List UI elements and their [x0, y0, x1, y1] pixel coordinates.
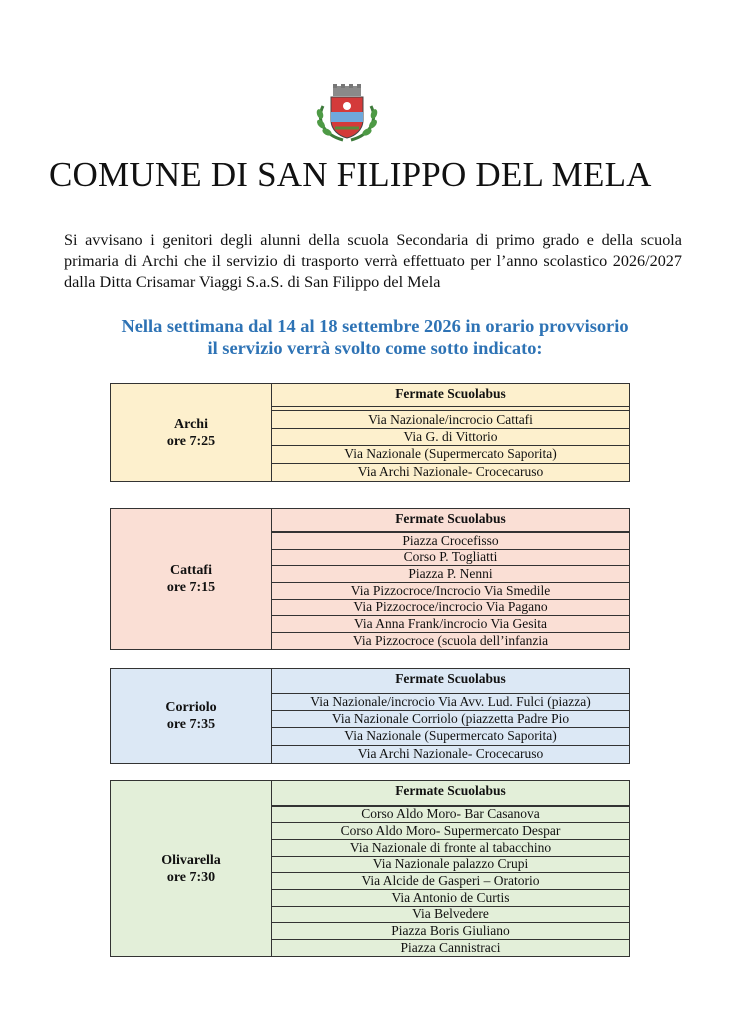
route-place: Olivarella	[161, 852, 221, 868]
route-time: ore 7:35	[166, 717, 216, 732]
route-place: Archi	[174, 416, 208, 432]
stop-row: Via Pizzocroce (scuola dell’infanzia	[352, 633, 549, 648]
stop-row: Via Nazionale/incrocio Via Avv. Lud. Fulci (piazza)	[272, 694, 629, 711]
stop-row: Via Archi Nazionale- Crocecaruso	[357, 464, 544, 480]
notice-line-1: Nella settimana dal 14 al 18 settembre 2026 in orario provvisorio	[121, 316, 629, 336]
stop-row: Via G. di Vittorio	[272, 429, 629, 446]
stop-row: Via Nazionale di fronte al tabacchino	[272, 840, 629, 857]
stops-header: Fermate Scuolabus	[272, 669, 629, 694]
stop-row: Piazza Cannistraci	[400, 940, 501, 955]
page-title: COMUNE DI SAN FILIPPO DEL MELA	[49, 155, 652, 194]
stop-row: Via Nazionale Corriolo (piazzetta Padre Pio	[272, 711, 629, 728]
stop-row: Piazza P. Nenni	[272, 566, 629, 583]
stop-row: Via Belvedere	[272, 907, 629, 924]
route-table-corriolo	[110, 668, 630, 764]
coat-of-arms-icon	[313, 84, 381, 144]
route-place: Cattafi	[170, 563, 212, 578]
route-table-olivarella	[110, 780, 630, 957]
stop-row: Via Nazionale (Supermercato Saporita)	[272, 446, 629, 463]
notice-line-2: il servizio verrà svolto come sotto indicato:	[207, 338, 543, 358]
stop-row: Via Antonio de Curtis	[272, 890, 629, 907]
stop-row: Via Pizzocroce/incrocio Via Pagano	[272, 600, 629, 617]
stops-header: Fermate Scuolabus	[272, 509, 629, 532]
intro-paragraph: Si avvisano i genitori degli alunni della scuola Secondaria di primo grado e della scuola primaria di Archi che il servizio di trasporto verrà effettuato per l’anno scolastico 2026/2027 dalla Ditta Crisamar Viaggi S.a.S. di San Filippo del Mela	[64, 231, 682, 291]
stop-row: Via Nazionale (Supermercato Saporita)	[272, 728, 629, 745]
route-table-cattafi	[110, 508, 630, 650]
stop-row: Via Anna Frank/incrocio Via Gesita	[272, 616, 629, 633]
stop-row: Corso P. Togliatti	[272, 550, 629, 567]
route-info-archi	[111, 384, 272, 481]
stop-row: Via Pizzocroce/Incrocio Via Smedile	[272, 583, 629, 600]
route-table-archi	[110, 383, 630, 482]
route-info-cattafi	[111, 509, 272, 649]
stops-header: Fermate Scuolabus	[272, 384, 629, 407]
route-info-olivarella	[111, 781, 272, 956]
schedule-notice	[60, 315, 690, 359]
route-place: Corriolo	[165, 700, 217, 715]
stop-row: Corso Aldo Moro- Supermercato Despar	[272, 823, 629, 840]
stops-header: Fermate Scuolabus	[272, 781, 629, 806]
route-time: ore 7:30	[166, 869, 216, 885]
stop-row: Corso Aldo Moro- Bar Casanova	[272, 807, 629, 824]
stop-row: Via Archi Nazionale- Crocecaruso	[357, 746, 544, 762]
route-time: ore 7:25	[166, 433, 216, 449]
route-info-corriolo	[111, 669, 272, 763]
stop-row: Piazza Crocefisso	[272, 533, 629, 550]
stop-row: Via Nazionale/incrocio Cattafi	[272, 411, 629, 428]
stop-row: Via Alcide de Gasperi – Oratorio	[272, 873, 629, 890]
route-time: ore 7:15	[166, 580, 216, 595]
stop-row: Piazza Boris Giuliano	[272, 923, 629, 940]
stop-row: Via Nazionale palazzo Crupi	[272, 857, 629, 874]
